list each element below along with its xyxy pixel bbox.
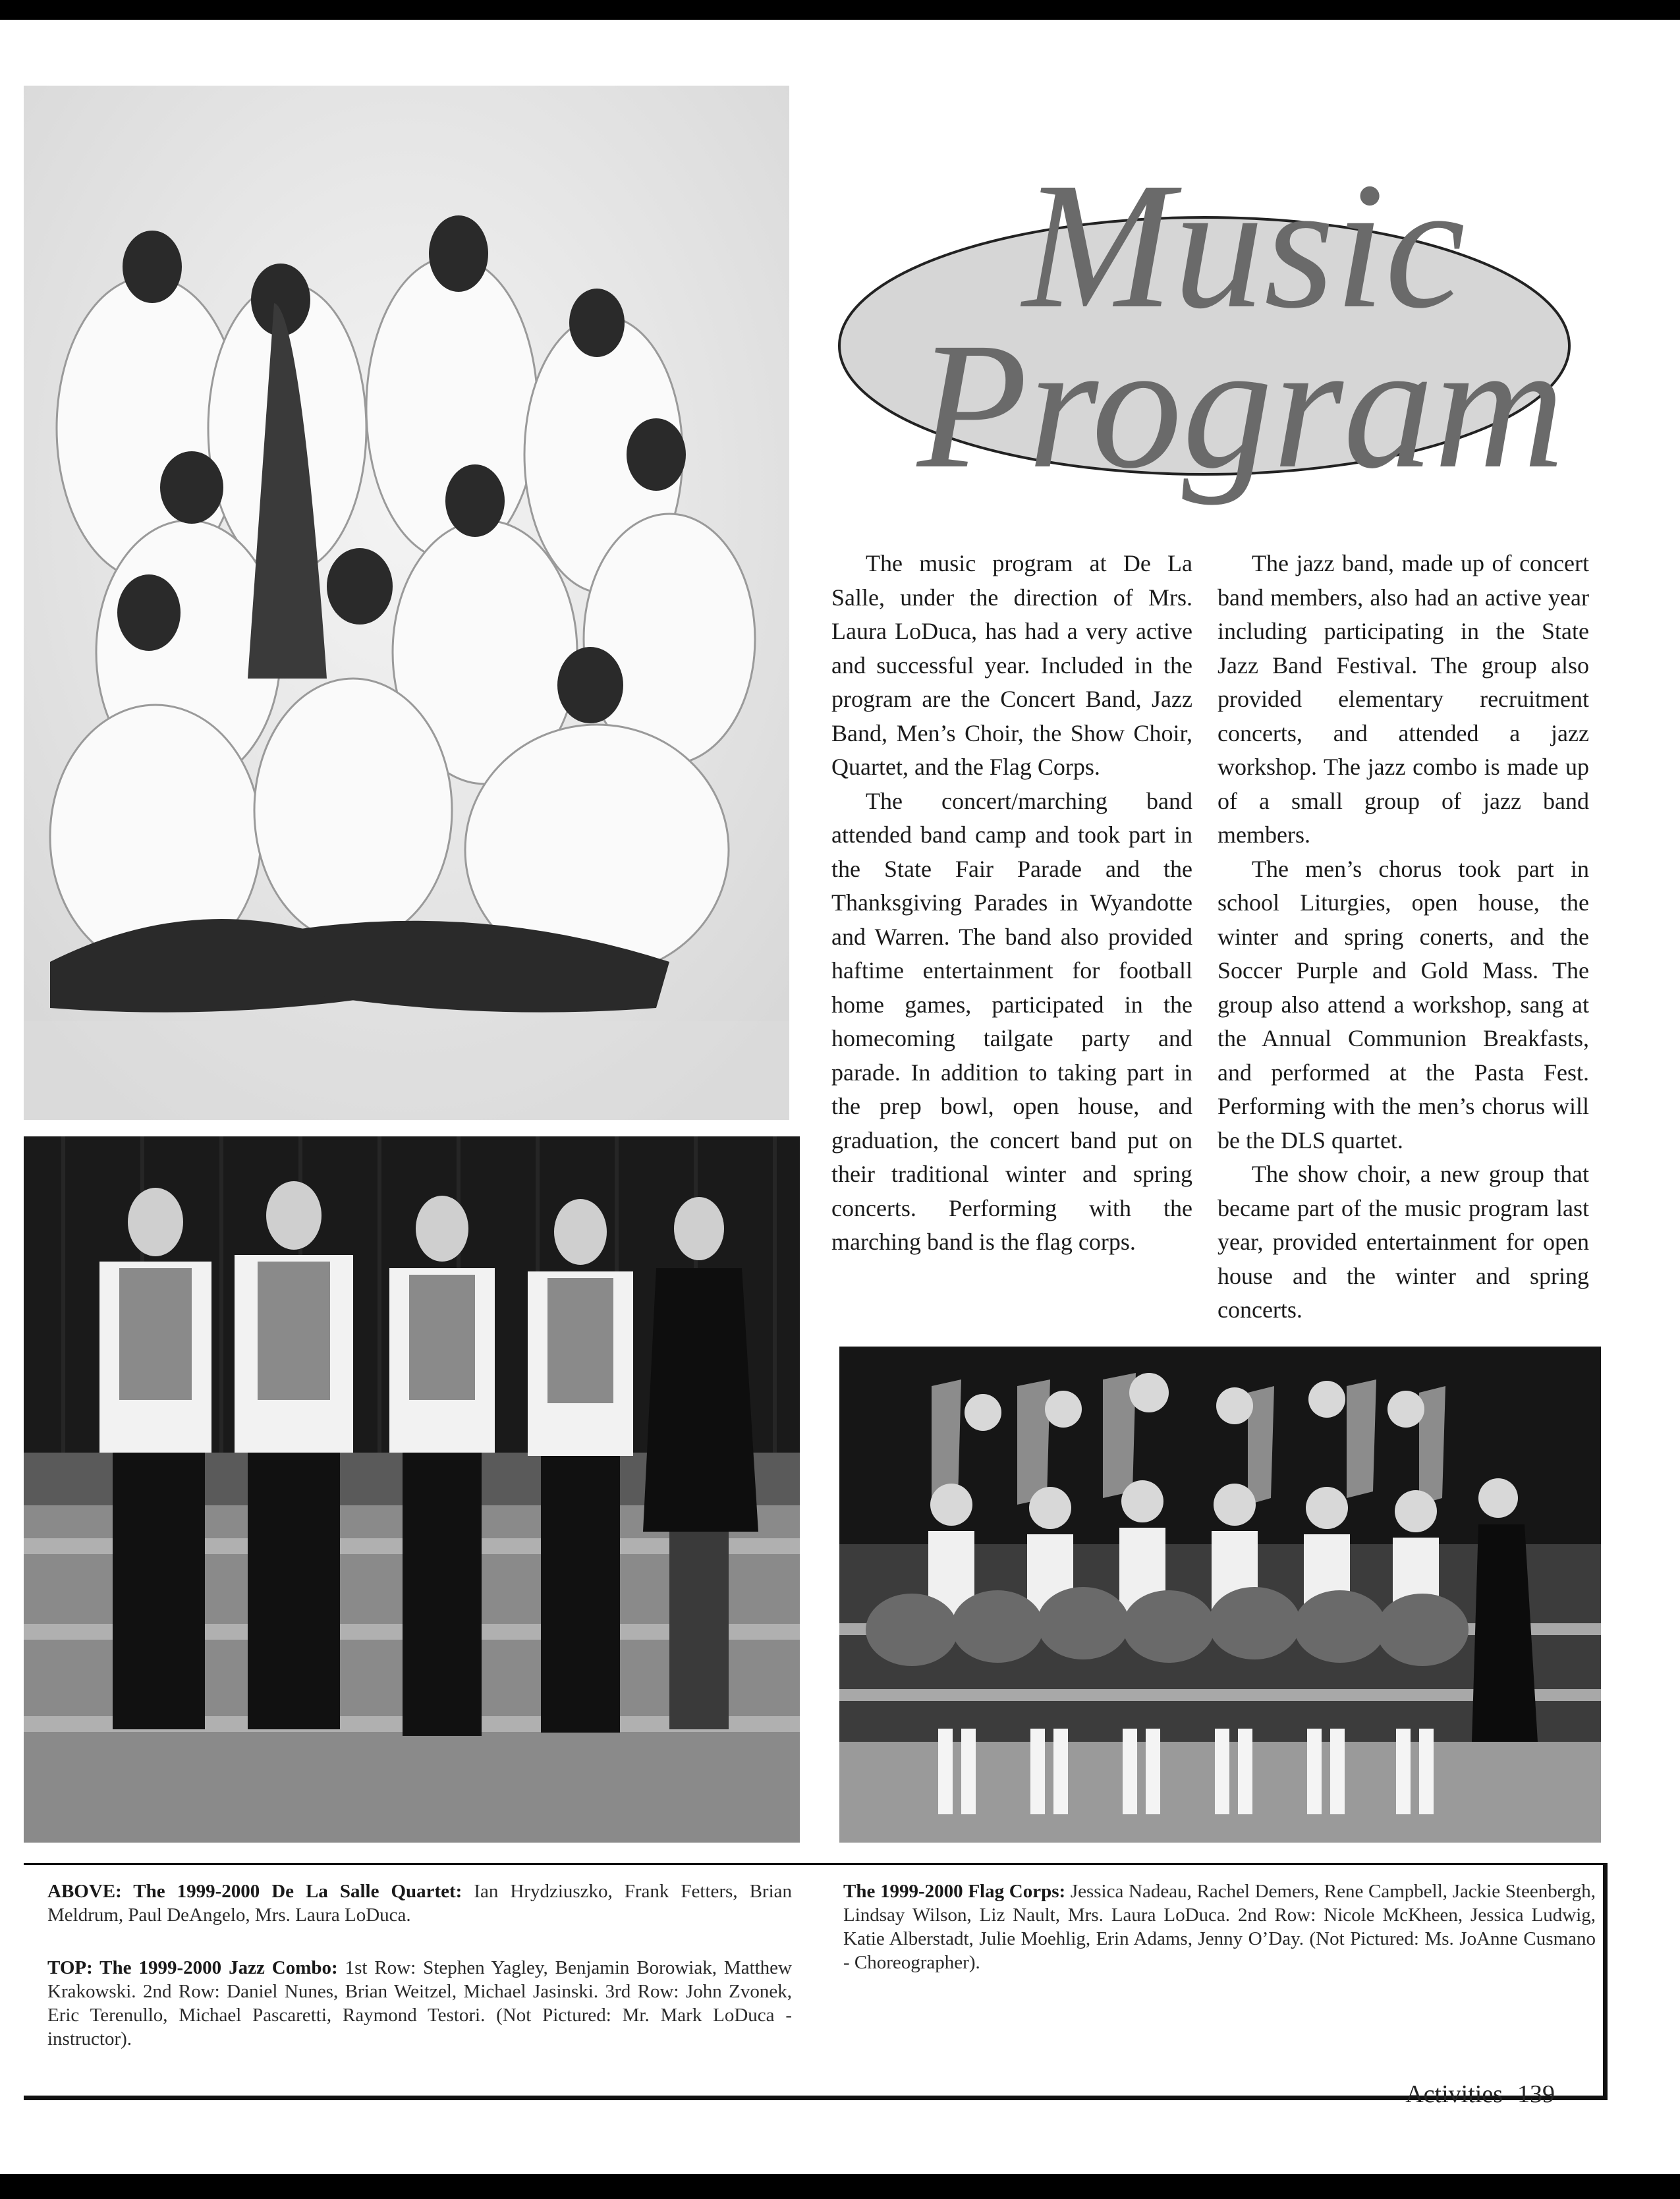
caption-text: Jessica Nadeau, Rachel Demers, Rene Campbell, Jackie Steenbergh, Lindsay Wilson, Liz Nault, Mrs. Laura LoDuca. 2nd Row: Nicole McKheen, Jessica Ludwig, Katie Alberstadt, Julie Moehlig, Erin Adams, Jenny O’Day. (Not Pictured: Ms. JoAnne Cusmano - Choreographer). bbox=[843, 1881, 1596, 1973]
caption-quartet bbox=[47, 1879, 792, 1927]
title-line-1: Music bbox=[1022, 146, 1466, 346]
caption-box bbox=[24, 1863, 1608, 2100]
caption-label: ABOVE: The 1999-2000 De La Salle Quartet: bbox=[47, 1881, 462, 1902]
body-paragraph: The men’s chorus took part in school Liturgies, open house, the winter and spring conerts, and the Soccer Purple and Gold Mass. The group also attend a workshop, sang at the Annual Communion Breakfasts, and performed at the Pasta Fest. Performing with the men’s chorus will be the DLS quartet. bbox=[1218, 855, 1589, 1154]
caption-text: 1st Row: Stephen Yagley, Benjamin Borowiak, Matthew Krakowski. 2nd Row: Daniel Nunes, Brian Weitzel, Michael Jasinski. 3rd Row: John Zvonek, Eric Terenullo, Michael Pascaretti, Raymond Testori. (Not Pictured: Mr. Mark LoDuca - instructor). bbox=[47, 1957, 792, 2049]
caption-jazz-combo bbox=[47, 1956, 792, 2051]
body-column-left bbox=[831, 547, 1192, 1260]
page-footer bbox=[1391, 2080, 1555, 2109]
quartet-photo bbox=[24, 1136, 800, 1843]
body-paragraph: The show choir, a new group that became part of the music program last year, provided entertainment for open house and the winter and spring concerts. bbox=[1218, 1161, 1589, 1323]
jazz-combo-photo bbox=[24, 86, 789, 1120]
caption-label: The 1999-2000 Flag Corps: bbox=[843, 1881, 1066, 1902]
page-number: 139 bbox=[1517, 2080, 1555, 2108]
body-paragraph: The music program at De La Salle, under the direction of Mrs. Laura LoDuca, has had a very active and successful year. Included in the program are the Concert Band, Jazz Band, Men’s Choir, the Show Choir, Quartet, and the Flag Corps. bbox=[831, 550, 1192, 780]
caption-flag-corps bbox=[843, 1879, 1596, 1974]
flag-corps-photo bbox=[839, 1347, 1601, 1843]
caption-text: Ian Hrydziuszko, Frank Fetters, Brian Meldrum, Paul DeAngelo, Mrs. Laura LoDuca. bbox=[47, 1881, 792, 1926]
body-paragraph: The concert/marching band attended band camp and took part in the State Fair Parade and the Thanksgiving Parades in Wyandotte and Warren. The band also provided haftime entertainment for football home games, participated in the homecoming tailgate party and parade. In addition to taking part in the prep bowl, open house, and graduation, the concert band put on their traditional winter and spring concerts. Performing with the marching band is the flag corps. bbox=[831, 787, 1192, 1255]
footer-section: Activities bbox=[1405, 2080, 1503, 2108]
title-line-2: Program bbox=[917, 306, 1565, 506]
body-paragraph: The jazz band, made up of concert band members, also had an active year including participating in the State Jazz Band Festival. The group also provided elementary recruitment concerts, and attended a jazz workshop. The jazz combo is made up of a small group of jazz band members. bbox=[1218, 550, 1589, 848]
yearbook-page bbox=[0, 20, 1680, 2174]
body-column-right bbox=[1218, 547, 1589, 1327]
page-title bbox=[831, 119, 1596, 520]
caption-label: TOP: The 1999-2000 Jazz Combo: bbox=[47, 1957, 338, 1978]
